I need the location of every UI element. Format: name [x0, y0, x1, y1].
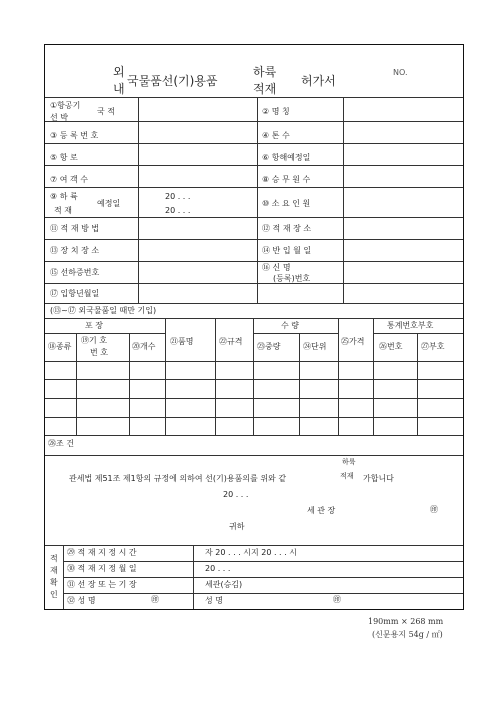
row-line: [45, 333, 165, 334]
row-line: [45, 283, 463, 284]
row-line: [45, 379, 463, 380]
row-line: [45, 435, 463, 436]
approval-addressee: 귀하: [229, 522, 245, 531]
confirm-side-4: 인: [50, 590, 58, 599]
confirm-seal-1: ㊞: [151, 595, 159, 604]
field-name: ② 명 칭: [262, 107, 290, 116]
paper-size: 190mm × 268 mm: [368, 617, 444, 626]
header-mark: ⑲기 호: [81, 336, 107, 345]
confirm-side-2: 재: [50, 566, 58, 575]
col-line: [138, 97, 139, 303]
field-ship-name: ⑯ 신 명: [262, 263, 291, 272]
row-line: [45, 417, 463, 418]
col-line: [338, 318, 339, 435]
field-voyage-date: ⑥ 항해예정일: [262, 153, 311, 162]
field-aircraft-ship-sub: 선 박: [50, 113, 68, 122]
field-required-personnel: ⑩ 소 요 인 원: [262, 199, 311, 208]
confirm-time-value: 자 20 . . . 시지 20 . . . 시: [205, 548, 297, 557]
confirm-seal-2: ㊞: [333, 595, 341, 604]
col-line: [257, 97, 258, 303]
title-main: 국물품선(기)용품: [127, 74, 218, 88]
scheduled-date-2: 20 . . .: [165, 206, 191, 215]
field-aircraft-ship: ①항공기: [50, 101, 81, 110]
confirm-time-label: ㉙ 적 재 지 정 시 간: [67, 548, 137, 557]
confirm-date-label: ㉚ 적 재 지 정 월 일: [67, 564, 137, 573]
header-item-name: ㉑품명: [170, 337, 194, 346]
field-carry-in-date: ⑭ 반 입 월 일: [262, 246, 312, 255]
row-line: [45, 187, 463, 188]
field-route: ⑤ 항 로: [50, 153, 78, 162]
col-line: [253, 318, 254, 435]
scheduled-date-1: 20 . . .: [165, 192, 191, 201]
field-nationality: 국 적: [97, 107, 115, 116]
header-type: ⑱종류: [48, 342, 72, 351]
header-statistics-code: 통계번호부호: [387, 321, 434, 330]
row-line: [45, 239, 463, 240]
title-haryuk: 하륙: [253, 65, 277, 79]
row-line: [45, 165, 463, 166]
seal-mark: ㊞: [430, 505, 438, 514]
header-price: ㉕가격: [341, 337, 365, 346]
field-unload-load: ⑨ 하 륙: [50, 192, 78, 201]
field-scheduled-date: 예정일: [97, 199, 121, 208]
row-line: [45, 455, 463, 456]
row-line: [45, 545, 463, 546]
row-line: [45, 318, 463, 319]
paper-spec: (신문용지 54g / ㎡): [372, 630, 443, 639]
col-line: [165, 318, 166, 435]
confirm-side-3: 확: [50, 578, 58, 587]
row-line: [45, 97, 463, 98]
col-line: [373, 318, 374, 435]
row-line: [63, 593, 463, 594]
confirm-captain-value: 세관(승김): [205, 580, 243, 589]
title-suffix: 허가서: [301, 74, 336, 88]
row-line: [253, 333, 338, 334]
row-line: [45, 261, 463, 262]
row-line: [45, 217, 463, 218]
approval-date: 20 . . .: [223, 490, 249, 499]
row-line: [63, 577, 463, 578]
table-note: (⑬~⑰ 외국물품일 때만 기입): [50, 306, 157, 315]
row-line: [373, 333, 463, 334]
customs-chief: 세 관 장: [307, 506, 336, 515]
approval-text-end: 가합니다: [363, 474, 394, 483]
row-line: [45, 143, 463, 144]
form-number-label: NO.: [393, 68, 408, 77]
header-weight: ㉓중량: [257, 342, 281, 351]
row-line: [45, 303, 463, 304]
field-tonnage: ④ 톤 수: [262, 131, 290, 140]
confirm-captain-label: ㉛ 선 장 또 는 기 장: [67, 580, 137, 589]
field-loading-place: ⑫ 적 재 장 소: [262, 224, 312, 233]
col-line: [63, 545, 64, 609]
approval-jukjae: 적재: [340, 472, 354, 480]
confirm-name-value: 성 명: [205, 596, 223, 605]
col-line: [299, 333, 300, 435]
field-passengers: ⑦ 여 객 수: [50, 175, 88, 184]
confirm-date-value: 20 . . .: [205, 564, 231, 573]
field-crew: ⑧ 승 무 원 수: [262, 175, 311, 184]
col-line: [193, 545, 194, 609]
col-line: [215, 318, 216, 435]
row-line: [45, 361, 463, 362]
row-line: [63, 561, 463, 562]
col-line: [343, 97, 344, 303]
col-line: [417, 333, 418, 435]
header-number: ㉖번호: [379, 342, 403, 351]
permit-form: [44, 44, 464, 610]
title-nae: 내: [113, 82, 125, 96]
header-spec: ㉒규격: [219, 337, 243, 346]
header-unit: ㉔단위: [303, 342, 327, 351]
field-ship-reg-no: (등록)번호: [273, 274, 311, 283]
header-quantity: 수 량: [281, 321, 299, 330]
header-code: ㉗부호: [421, 342, 445, 351]
row-line: [45, 398, 463, 399]
field-registration-no: ③ 등 록 번 호: [50, 131, 99, 140]
row-line: [45, 121, 463, 122]
approval-haryuk: 하륙: [342, 458, 356, 466]
field-unload-load-sub: 적 재: [54, 206, 72, 215]
header-mark-no: 번 호: [90, 348, 108, 357]
header-packaging: 포 장: [85, 321, 103, 330]
col-line: [129, 333, 130, 435]
title-jukjae: 적재: [253, 82, 277, 96]
approval-text: 관세법 제51조 제1항의 규정에 의하여 선(기)용품의를 위와 같: [69, 474, 287, 483]
conditions-label: ㉘조 건: [48, 439, 74, 448]
confirm-side-1: 적: [50, 554, 58, 563]
field-bill-of-lading: ⑮ 선하증번호: [50, 268, 100, 277]
field-loading-method: ⑪ 적 재 방 법: [50, 224, 100, 233]
title-wae: 외: [113, 65, 125, 79]
col-line: [76, 333, 77, 435]
field-arrival-date: ⑰ 입항년월일: [50, 289, 100, 298]
confirm-name-label: ㉜ 성 명: [67, 596, 96, 605]
field-storage-place: ⑬ 장 치 장 소: [50, 246, 100, 255]
header-count: ⑳개수: [132, 342, 156, 351]
